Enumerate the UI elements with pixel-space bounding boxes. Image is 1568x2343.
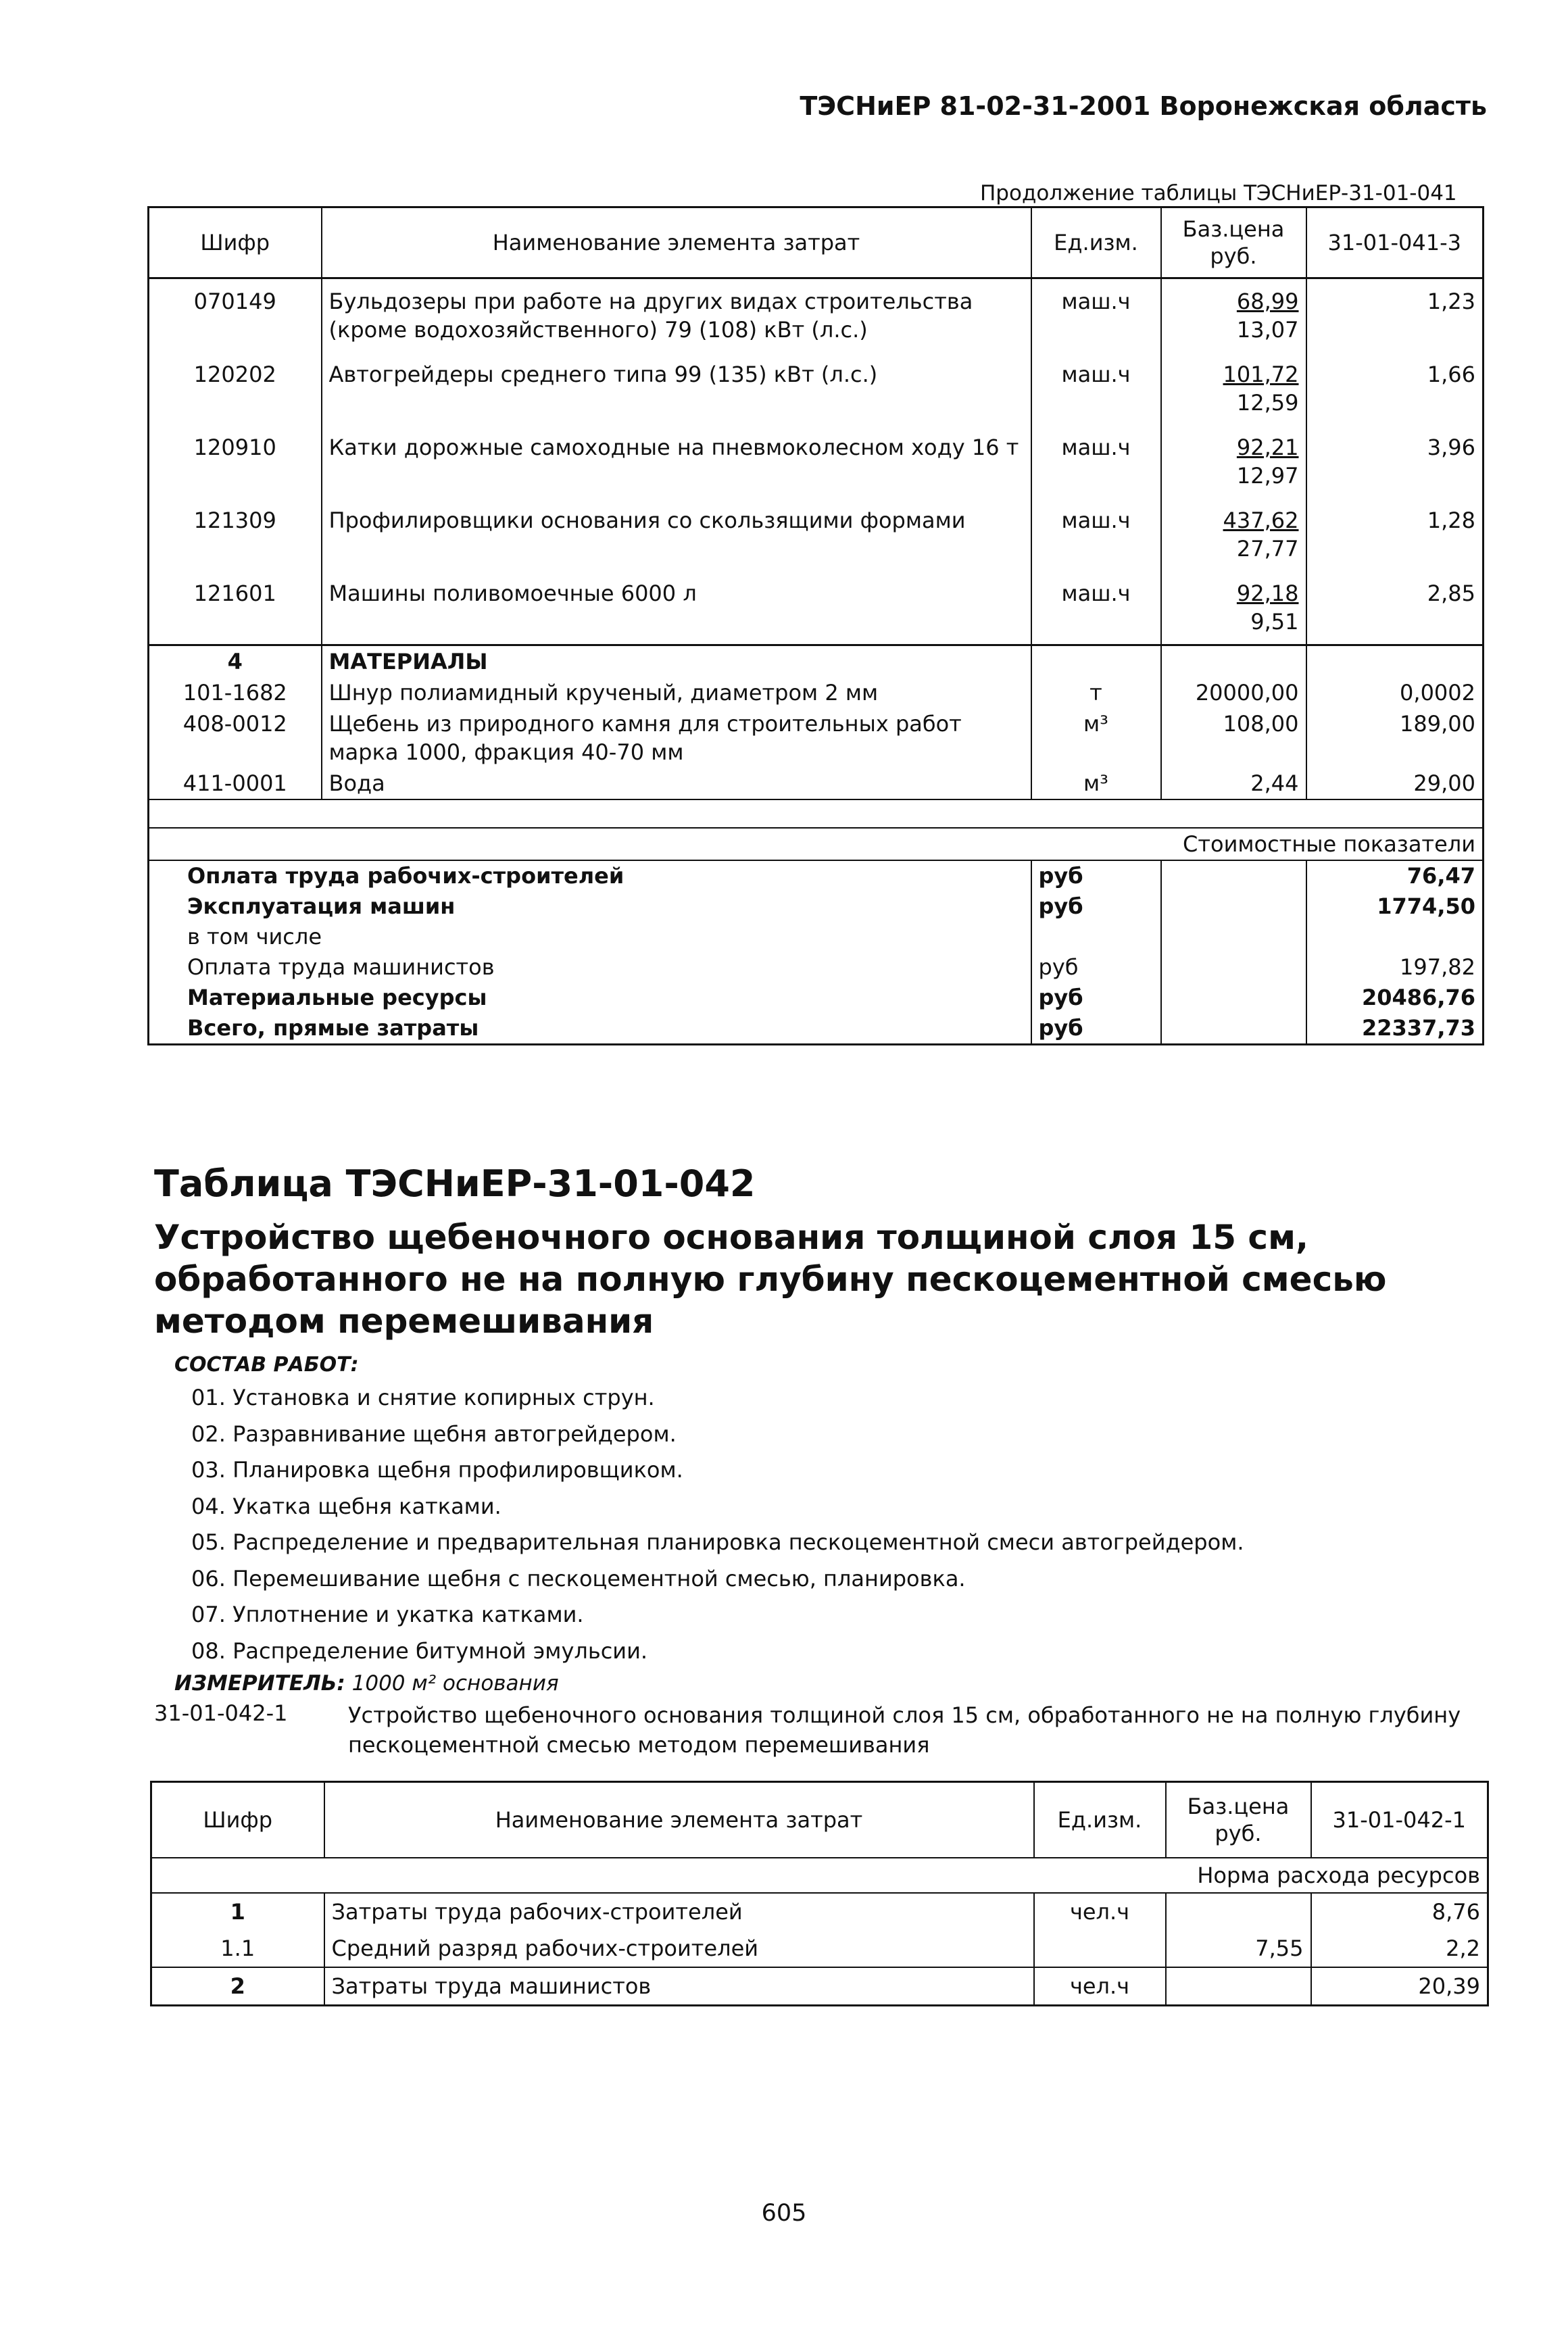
row-code: 2: [151, 1967, 324, 2006]
list-item: 05. Распределение и предварительная планировка пескоцементной смеси автогрейдером.: [191, 1529, 1244, 1555]
row-unit: маш.ч: [1031, 498, 1161, 571]
cost-label: в том числе: [187, 924, 322, 949]
cost-value: 20486,76: [1306, 983, 1484, 1013]
meter-line: [174, 1671, 559, 1696]
row-price: [1166, 1967, 1311, 2006]
works-label: СОСТАВ РАБОТ:: [174, 1353, 359, 1377]
row-name: Автогрейдеры среднего типа 99 (135) кВт (л.с.): [322, 352, 1031, 425]
col-header-price: Баз.цена руб.: [1166, 1782, 1311, 1858]
row-price: [1166, 1893, 1311, 1930]
row-price-main: 437,62: [1223, 508, 1299, 533]
section-code: 4: [149, 645, 322, 678]
row-unit: чел.ч: [1034, 1967, 1166, 2006]
row-value: 1,23: [1306, 278, 1484, 353]
cost-value: [1306, 922, 1484, 952]
row-name: Затраты труда машинистов: [324, 1967, 1034, 2006]
row-price: [1161, 498, 1306, 571]
row-code: 070149: [193, 289, 276, 314]
row-price-main: 92,18: [1236, 581, 1299, 606]
row-price: [1161, 278, 1306, 353]
cost-unit: [1031, 922, 1161, 952]
row-unit: маш.ч: [1031, 571, 1161, 645]
row-value: 20,39: [1311, 1967, 1488, 2006]
spacer-row: [149, 799, 1484, 828]
row-value: 2,2: [1311, 1930, 1488, 1967]
row-unit: маш.ч: [1031, 352, 1161, 425]
row-code: 121601: [193, 581, 276, 606]
table-row: [151, 1930, 1488, 1967]
row-code: 408-0012: [182, 711, 287, 737]
row-value: 29,00: [1306, 768, 1484, 799]
row-price-wage: 12,59: [1236, 390, 1299, 416]
cost-value: 22337,73: [1306, 1013, 1484, 1045]
col-header-code: Шифр: [151, 1782, 324, 1858]
row-unit: м³: [1031, 768, 1161, 799]
row-name: Щебень из природного камня для строительных работ марка 1000, фракция 40-70 мм: [322, 708, 1031, 768]
cost-unit: руб: [1031, 891, 1161, 922]
row-price-wage: 12,97: [1236, 463, 1299, 489]
section-row-materials: [149, 645, 1484, 678]
norm-code: 31-01-042-1: [154, 1700, 288, 1726]
table-row: [149, 352, 1484, 425]
row-price-main: 92,21: [1236, 435, 1299, 460]
row-unit: маш.ч: [1031, 278, 1161, 353]
row-name: Катки дорожные самоходные на пневмоколесном ходу 16 т: [322, 425, 1031, 498]
row-name: Средний разряд рабочих-строителей: [324, 1930, 1034, 1967]
row-unit: м³: [1031, 708, 1161, 768]
row-price-main: 68,99: [1236, 289, 1299, 314]
row-name: Затраты труда рабочих-строителей: [324, 1893, 1034, 1930]
table-header-row: [149, 207, 1484, 278]
norm-title-row: [151, 1858, 1488, 1893]
row-code: 121309: [193, 508, 276, 533]
cost-label: Всего, прямые затраты: [187, 1015, 479, 1041]
row-code: 101-1682: [182, 680, 287, 706]
page-number: 605: [761, 2200, 807, 2227]
cost-unit: руб: [1031, 983, 1161, 1013]
row-name: Бульдозеры при работе на других видах строительства (кроме водохозяйственного) 79 (108) кВт (л.с.): [322, 278, 1031, 353]
list-item: 06. Перемешивание щебня с пескоцементной смесью, планировка.: [191, 1565, 966, 1592]
cost-label: Оплата труда машинистов: [187, 954, 495, 980]
cost-unit: руб: [1031, 860, 1161, 891]
row-price-wage: 27,77: [1236, 536, 1299, 562]
table-row: [151, 1967, 1488, 2006]
list-item: 08. Распределение битумной эмульсии.: [191, 1637, 648, 1664]
document-header: ТЭСНиЕР 81-02-31-2001 Воронежская область: [800, 91, 1487, 121]
col-header-name: Наименование элемента затрат: [322, 207, 1031, 278]
col-header-unit: Ед.изм.: [1034, 1782, 1166, 1858]
table-row: [149, 677, 1484, 708]
row-price: [1161, 352, 1306, 425]
row-name: Вода: [322, 768, 1031, 799]
row-code: 411-0001: [182, 770, 287, 796]
row-value: 2,85: [1306, 571, 1484, 645]
cost-row: [149, 1013, 1484, 1045]
row-name: Машины поливомоечные 6000 л: [322, 571, 1031, 645]
row-unit: чел.ч: [1034, 1893, 1166, 1930]
row-price: [1161, 425, 1306, 498]
table-row: [149, 768, 1484, 799]
row-value: 0,0002: [1306, 677, 1484, 708]
col-header-norm: 31-01-042-1: [1311, 1782, 1488, 1858]
table-row: [151, 1893, 1488, 1930]
list-item: 01. Установка и снятие копирных струн.: [191, 1385, 655, 1410]
row-value: 1,28: [1306, 498, 1484, 571]
row-name: Профилировщики основания со скользящими формами: [322, 498, 1031, 571]
list-item: 03. Планировка щебня профилировщиком.: [191, 1457, 683, 1483]
list-item: 07. Уплотнение и укатка катками.: [191, 1602, 584, 1627]
cost-unit: руб: [1031, 1013, 1161, 1045]
row-code: 120910: [193, 435, 276, 460]
col-header-code: Шифр: [149, 207, 322, 278]
row-unit: [1034, 1930, 1166, 1967]
cost-value: 197,82: [1306, 952, 1484, 983]
row-code: 1.1: [220, 1935, 255, 1961]
resources-table-041: [147, 206, 1484, 1045]
row-price: 108,00: [1161, 708, 1306, 768]
row-name: Шнур полиамидный крученый, диаметром 2 мм: [322, 677, 1031, 708]
row-unit: маш.ч: [1031, 425, 1161, 498]
norm-description: Устройство щебеночного основания толщиной слоя 15 см, обработанного не на полную глубину пескоцементной смесью методом перемешивания: [348, 1702, 1461, 1758]
row-code: 120202: [193, 362, 276, 387]
row-price-wage: 13,07: [1236, 317, 1299, 343]
cost-unit: руб: [1031, 952, 1161, 983]
cost-label: Оплата труда рабочих-строителей: [187, 863, 624, 889]
table-header-row: [151, 1782, 1488, 1858]
resources-table-042: [150, 1781, 1489, 2006]
row-code: 1: [230, 1899, 245, 1925]
row-price: 2,44: [1161, 768, 1306, 799]
meter-label: ИЗМЕРИТЕЛЬ:: [174, 1671, 345, 1696]
table-row: [149, 278, 1484, 353]
cost-row: [149, 922, 1484, 952]
table-row: [149, 571, 1484, 645]
cost-value: 76,47: [1306, 860, 1484, 891]
list-item: 04. Укатка щебня катками.: [191, 1493, 501, 1519]
cost-row: [149, 891, 1484, 922]
cost-indicators-title: Стоимостные показатели: [149, 828, 1484, 860]
row-value: 189,00: [1306, 708, 1484, 768]
norm-title: Норма расхода ресурсов: [151, 1858, 1488, 1893]
table-row: [149, 498, 1484, 571]
row-price-wage: 9,51: [1250, 609, 1299, 635]
row-value: 8,76: [1311, 1893, 1488, 1930]
works-list: [191, 1380, 1244, 1669]
row-price: 7,55: [1166, 1930, 1311, 1967]
cost-row: [149, 860, 1484, 891]
row-price: 20000,00: [1161, 677, 1306, 708]
cost-value: 1774,50: [1306, 891, 1484, 922]
table-row: [149, 425, 1484, 498]
row-unit: т: [1031, 677, 1161, 708]
row-value: 1,66: [1306, 352, 1484, 425]
row-price-main: 101,72: [1223, 362, 1299, 387]
row-value: 3,96: [1306, 425, 1484, 498]
table-continuation-note: Продолжение таблицы ТЭСНиЕР-31-01-041: [980, 181, 1457, 205]
cost-indicators-header: [149, 828, 1484, 860]
cost-label: Материальные ресурсы: [187, 985, 487, 1010]
cost-row: [149, 983, 1484, 1013]
table-row: [149, 708, 1484, 768]
table-title: Таблица ТЭСНиЕР-31-01-042: [154, 1162, 756, 1205]
cost-row: [149, 952, 1484, 983]
col-header-unit: Ед.изм.: [1031, 207, 1161, 278]
list-item: 02. Разравнивание щебня автогрейдером.: [191, 1421, 677, 1447]
col-header-norm: 31-01-041-3: [1306, 207, 1484, 278]
col-header-name: Наименование элемента затрат: [324, 1782, 1034, 1858]
col-header-price: Баз.цена руб.: [1161, 207, 1306, 278]
meter-value: 1000 м² основания: [351, 1671, 559, 1696]
cost-label: Эксплуатация машин: [187, 893, 456, 919]
table-subtitle: Устройство щебеночного основания толщиной слоя 15 см, обработанного не на полную глубину пескоцементной смесью методом перемешивания: [154, 1218, 1387, 1341]
row-price: [1161, 571, 1306, 645]
section-title: МАТЕРИАЛЫ: [322, 645, 1031, 678]
